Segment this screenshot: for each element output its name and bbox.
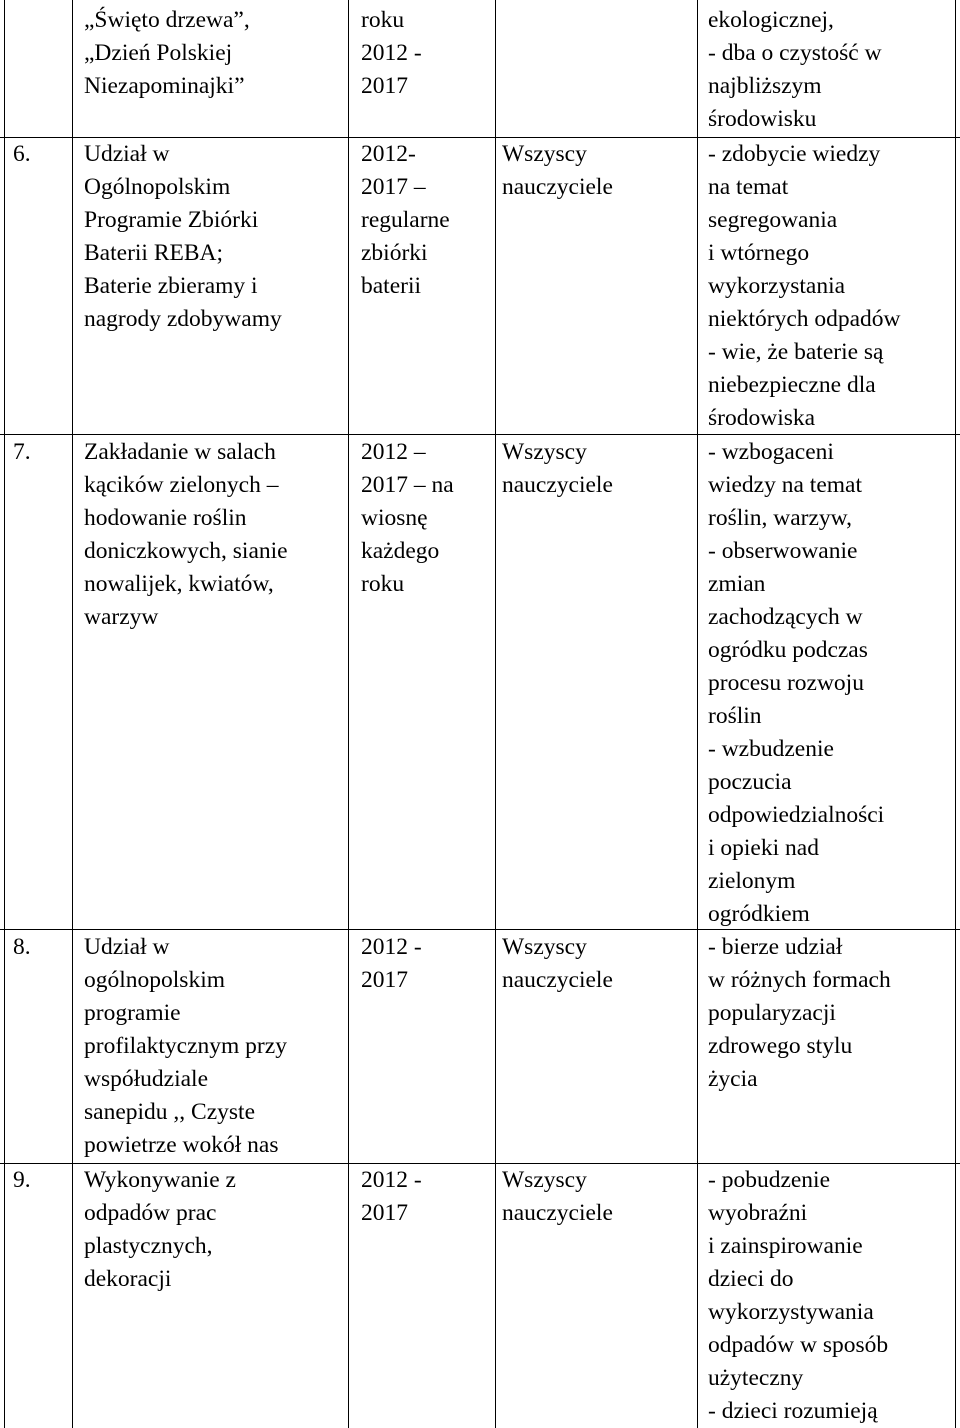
- column-divider: [495, 0, 496, 1428]
- responsible-cell: Wszyscy nauczyciele: [502, 934, 613, 993]
- effects-cell: - zdobycie wiedzy na temat segregowania i wtórnego wykorzystania niektórych odpadów - wie, że baterie są niebezpieczne dla środowiska: [708, 141, 901, 431]
- activity-cell: Udział w Ogólnopolskim Programie Zbiórki Baterii REBA; Baterie zbieramy i nagrody zdobywamy: [84, 141, 282, 332]
- row-number: 6.: [13, 141, 31, 167]
- effects-cell: - pobudzenie wyobraźni i zainspirowanie dzieci do wykorzystywania odpadów w sposób użyteczny - dzieci rozumieją: [708, 1167, 889, 1424]
- row-number: 8.: [13, 934, 31, 960]
- responsible-cell: Wszyscy nauczyciele: [502, 141, 613, 200]
- table-border-left: [4, 0, 5, 1428]
- activity-cell: Zakładanie w salach kącików zielonych – hodowanie roślin doniczkowych, sianie nowalijek, kwiatów, warzyw: [84, 439, 288, 630]
- responsible-cell: Wszyscy nauczyciele: [502, 1167, 613, 1226]
- term-cell: 2012 - 2017: [361, 934, 422, 993]
- activity-cell: „Święto drzewa”, „Dzień Polskiej Niezapominajki”: [84, 7, 250, 99]
- effects-cell: - wzbogaceni wiedzy na temat roślin, warzyw, - obserwowanie zmian zachodzących w ogródku podczas procesu rozwoju roślin - wzbudzenie poczucia odpowiedzialności i opieki nad zielonym ogródkiem: [708, 439, 885, 927]
- row-number: 7.: [13, 439, 31, 465]
- term-cell: 2012- 2017 – regularne zbiórki baterii: [361, 141, 450, 299]
- row-number: 9.: [13, 1167, 31, 1193]
- activity-cell: Udział w ogólnopolskim programie profilaktycznym przy współudziale sanepidu ,, Czyste powietrze wokół nas: [84, 934, 287, 1158]
- activity-cell: Wykonywanie z odpadów prac plastycznych, dekoracji: [84, 1167, 236, 1292]
- responsible-cell: Wszyscy nauczyciele: [502, 439, 613, 498]
- column-divider: [697, 0, 698, 1428]
- term-cell: 2012 – 2017 – na wiosnę każdego roku: [361, 439, 454, 597]
- term-cell: roku 2012 - 2017: [361, 7, 422, 99]
- term-cell: 2012 - 2017: [361, 1167, 422, 1226]
- effects-cell: - bierze udział w różnych formach popularyzacji zdrowego stylu życia: [708, 934, 891, 1092]
- column-divider: [72, 0, 73, 1428]
- effects-cell: ekologicznej, - dba o czystość w najbliższym środowisku: [708, 7, 882, 132]
